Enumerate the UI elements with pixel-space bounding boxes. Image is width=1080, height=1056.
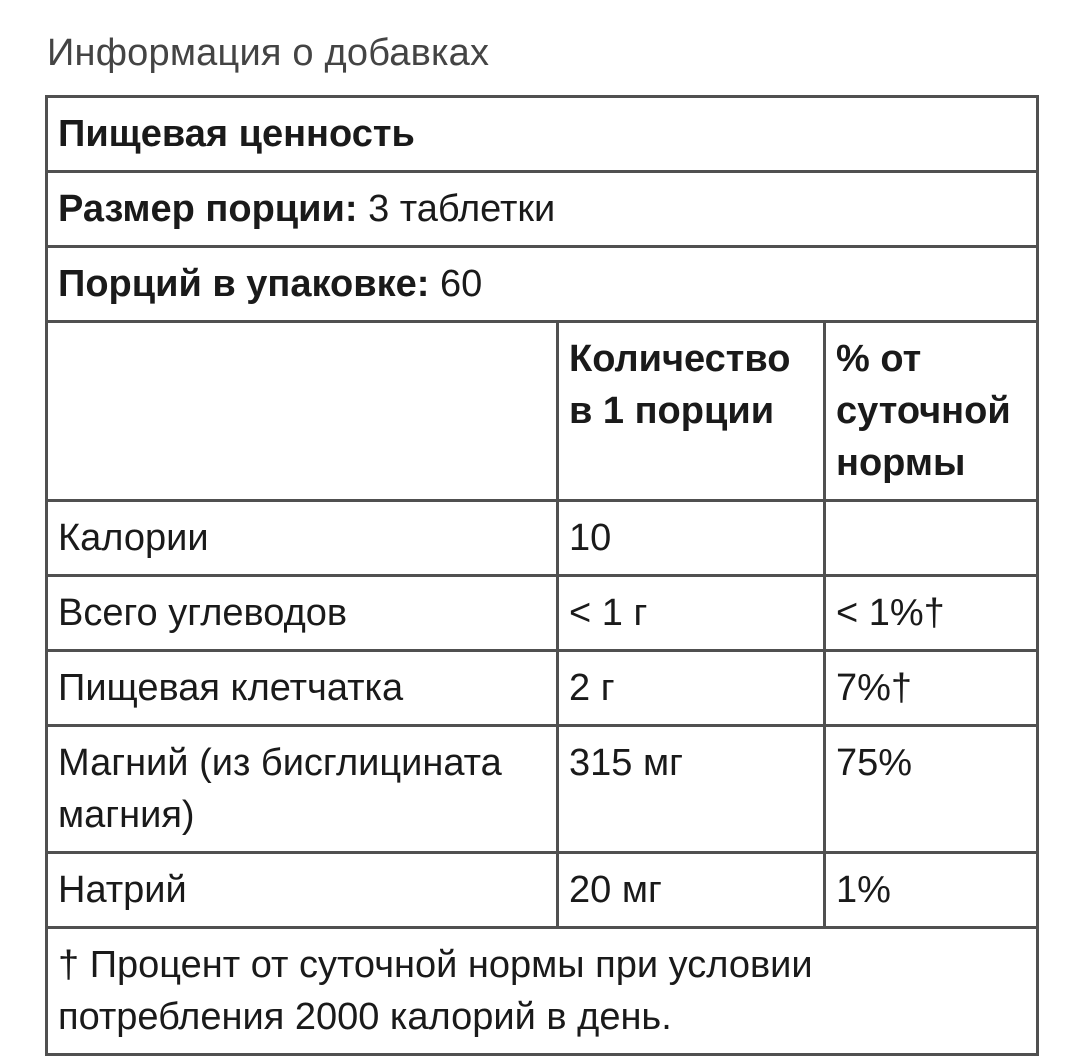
nutrient-name: Всего углеводов	[47, 576, 558, 651]
footnote-row	[47, 928, 1038, 1055]
nutrient-name: Натрий	[47, 853, 558, 928]
nutrient-amount: < 1 г	[558, 576, 825, 651]
serving-size-cell	[47, 172, 1038, 247]
footnote: † Процент от суточной нормы при условии потребления 2000 калорий в день.	[47, 928, 1038, 1055]
servings-per-container-cell	[47, 247, 1038, 322]
facts-title: Пищевая ценность	[58, 113, 415, 155]
nutrient-name: Пищевая клетчатка	[47, 651, 558, 726]
nutrient-amount: 20 мг	[558, 853, 825, 928]
column-header-name	[47, 322, 558, 501]
page-title: Информация о добавках	[47, 32, 490, 74]
nutrient-amount: 10	[558, 501, 825, 576]
nutrient-daily-value: 1%	[825, 853, 1038, 928]
serving-size-row	[47, 172, 1038, 247]
nutrient-daily-value: < 1%†	[825, 576, 1038, 651]
nutrient-amount: 315 мг	[558, 726, 825, 853]
nutrient-daily-value	[825, 501, 1038, 576]
nutrient-name: Магний (из бисглицината магния)	[47, 726, 558, 853]
nutrient-name: Калории	[47, 501, 558, 576]
table-row	[47, 576, 1038, 651]
column-header-row	[47, 322, 1038, 501]
facts-title-row	[47, 97, 1038, 172]
column-header-amount: Количество в 1 порции	[558, 322, 825, 501]
servings-per-container-row	[47, 247, 1038, 322]
nutrient-daily-value: 7%†	[825, 651, 1038, 726]
table-row	[47, 651, 1038, 726]
servings-per-container-value: 60	[439, 263, 483, 305]
facts-title-cell	[47, 97, 1038, 172]
serving-size-value: 3 таблетки	[368, 188, 556, 230]
serving-size-label: Размер порции:	[58, 188, 358, 230]
table-row	[47, 726, 1038, 853]
nutrition-facts-table	[45, 95, 1039, 1056]
nutrient-daily-value: 75%	[825, 726, 1038, 853]
table-row	[47, 853, 1038, 928]
servings-per-container-label: Порций в упаковке:	[58, 263, 430, 305]
nutrient-amount: 2 г	[558, 651, 825, 726]
column-header-daily-value: % от суточной нормы	[825, 322, 1038, 501]
table-row	[47, 501, 1038, 576]
